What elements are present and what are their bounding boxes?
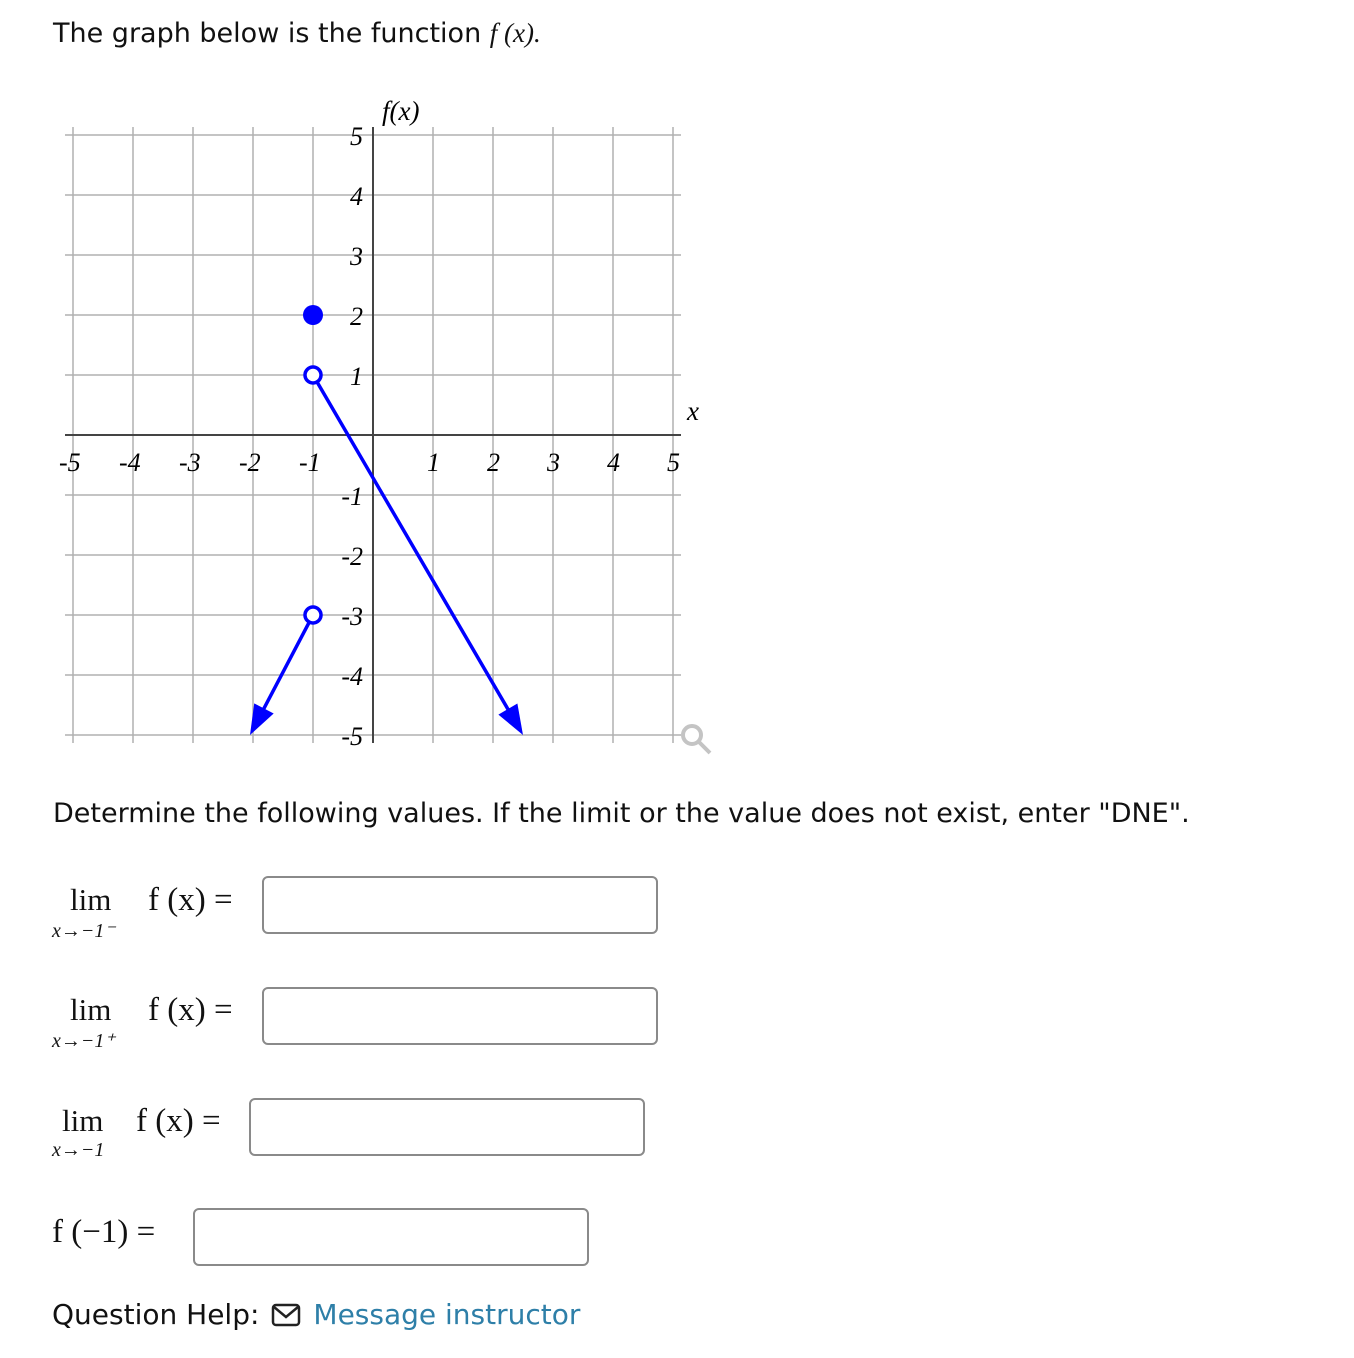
y-tick-label: -1	[341, 482, 363, 511]
lim-label: lim	[70, 992, 112, 1027]
y-tick-label: -4	[341, 662, 363, 691]
x-tick-label: -1	[299, 448, 321, 477]
lim-label: lim	[62, 1103, 104, 1138]
answer-two-sided-limit[interactable]	[249, 1098, 645, 1156]
x-tick-label: -5	[59, 448, 81, 477]
x-tick-label: -2	[239, 448, 261, 477]
intro-function: f (x).	[489, 18, 541, 48]
lim-subscript: x→−1⁺	[52, 1030, 115, 1052]
y-tick-label: 1	[350, 362, 363, 391]
function-graph	[0, 0, 760, 780]
open-point	[305, 607, 321, 623]
y-axis-label: f(x)	[382, 96, 420, 126]
x-tick-label: 5	[667, 448, 680, 477]
x-tick-label: -3	[179, 448, 201, 477]
x-axis-label: x	[687, 396, 699, 426]
question-help	[52, 1298, 580, 1331]
lim-subscript: x→−1⁻	[52, 920, 115, 942]
tick-labels	[59, 122, 680, 751]
x-tick-label: 4	[607, 448, 620, 477]
y-tick-label: 4	[350, 182, 363, 211]
right-branch-arrow	[498, 704, 523, 735]
lim-expression: f (x) =	[148, 882, 233, 918]
lim-expression: f (x) =	[136, 1103, 221, 1139]
mail-icon	[271, 1303, 301, 1327]
function-value-expression: f (−1) =	[52, 1214, 156, 1250]
closed-point	[303, 305, 323, 325]
message-instructor-link[interactable]: Message instructor	[313, 1298, 581, 1331]
lim-expression: f (x) =	[148, 992, 233, 1028]
open-point	[305, 367, 321, 383]
left-branch-line	[259, 615, 313, 717]
answer-left-limit[interactable]	[262, 876, 658, 934]
x-tick-label: 2	[487, 448, 500, 477]
y-tick-label: 2	[350, 302, 363, 331]
lim-subscript: x→−1	[52, 1139, 105, 1161]
y-tick-label: 3	[350, 242, 363, 271]
axes	[65, 127, 681, 743]
y-tick-label: 5	[350, 122, 363, 151]
instructions: Determine the following values. If the limit or the value does not exist, enter "DNE".	[53, 798, 1190, 829]
y-tick-label: -3	[341, 602, 363, 631]
answer-right-limit[interactable]	[262, 987, 658, 1045]
lim-label: lim	[70, 882, 112, 917]
graph-marks	[250, 305, 523, 735]
x-tick-label: 1	[427, 448, 440, 477]
x-tick-label: 3	[547, 448, 560, 477]
y-tick-label: -5	[341, 722, 363, 751]
intro-label: The graph below is the function	[53, 18, 482, 49]
zoom-icon[interactable]	[683, 726, 710, 753]
help-label: Question Help:	[52, 1298, 260, 1331]
y-tick-label: -2	[341, 542, 363, 571]
x-tick-label: -4	[119, 448, 141, 477]
answer-function-value[interactable]	[193, 1208, 589, 1266]
